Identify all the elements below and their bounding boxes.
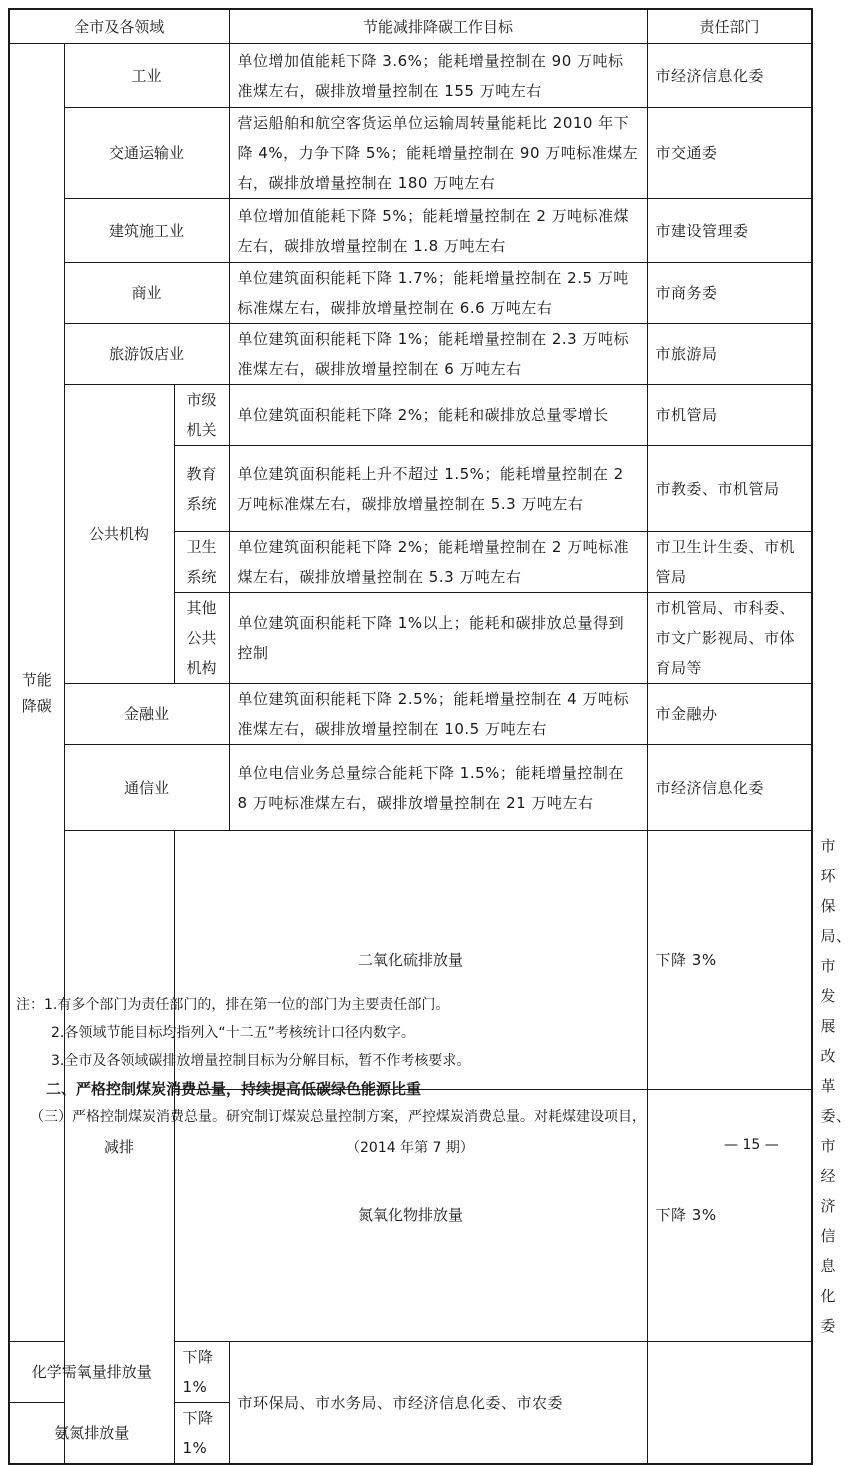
section-heading: 二、严格控制煤炭消费总量，持续提高低碳绿色能源比重: [46, 1080, 422, 1098]
department-cell: 市交通委: [647, 108, 812, 199]
group-energy-saving: [9, 44, 64, 1342]
subdomain-label: 其他 公共 机构: [186, 599, 217, 677]
targets-table: [8, 8, 852, 1465]
department-cell: 市教委、市机管局: [647, 446, 812, 532]
subdomain-label: 卫生 系统: [186, 538, 217, 586]
table-row: [9, 1342, 812, 1403]
table-row: [9, 199, 812, 263]
table-row: 减排 二氧化硫排放量 下降 3% 市环保局、市发展改革委、市经济信息化委: [9, 831, 812, 1090]
department-cell: 市经济信息化委: [647, 44, 812, 108]
table-row: [9, 324, 812, 385]
group-public-institutions: 公共机构: [64, 385, 174, 684]
target-cell: 单位增加值能耗下降 5%；能耗增量控制在 2 万吨标准煤左右，碳排放增量控制在 1.8 万吨左右: [229, 199, 647, 263]
domain-cell: 通信业: [64, 745, 229, 831]
domain-cell: 工业: [64, 44, 229, 108]
body-paragraph: （三）严格控制煤炭消费总量。研究制订煤炭总量控制方案，严控煤炭消费总量。对耗煤建设项目，: [30, 1109, 646, 1125]
domain-cell: 氨氮排放量: [9, 1403, 174, 1465]
domain-cell: 建筑施工业: [64, 199, 229, 263]
department-cell: 市机管局、市科委、市文广影视局、市体育局等: [647, 593, 812, 684]
note-1: 注：1.有多个部门为责任部门的，排在第一位的部门为主要责任部门。: [16, 997, 450, 1013]
domain-cell: 化学需氧量排放量: [9, 1342, 174, 1403]
header-department: 责任部门: [647, 9, 812, 44]
table-row: [9, 385, 812, 446]
table-row: [9, 44, 812, 108]
domain-cell: 商业: [64, 263, 229, 324]
table-row: [9, 745, 812, 831]
note-2: 2.各领域节能目标均指列入“十二五”考核统计口径内数字。: [51, 1025, 415, 1041]
group-label: 节能 降碳: [21, 670, 52, 715]
target-cell: 单位建筑面积能耗下降 1.7%；能耗增量控制在 2.5 万吨标准煤左右，碳排放增量控制在 6.6 万吨左右: [229, 263, 647, 324]
issue-label: （2014 年第 7 期）: [346, 1140, 474, 1156]
table-header-row: [9, 9, 812, 44]
target-cell: 单位建筑面积能耗上升不超过 1.5%；能耗增量控制在 2 万吨标准煤左右，碳排放增量控制在 5.3 万吨左右: [229, 446, 647, 532]
target-cell: 营运船舶和航空客货运单位运输周转量能耗比 2010 年下降 4%，力争下降 5%；能耗增量控制在 90 万吨标准煤左右，碳排放增量控制在 180 万吨左右: [229, 108, 647, 199]
subdomain-cell: [174, 532, 229, 593]
target-cell: 单位建筑面积能耗下降 1%以上；能耗和碳排放总量得到控制: [229, 593, 647, 684]
domain-cell: 交通运输业: [64, 108, 229, 199]
target-cell: 单位建筑面积能耗下降 2%；能耗增量控制在 2 万吨标准煤左右，碳排放增量控制在 5.3 万吨左右: [229, 532, 647, 593]
target-cell: 单位建筑面积能耗下降 2%；能耗和碳排放总量零增长: [229, 385, 647, 446]
table-row: [9, 263, 812, 324]
target-cell: 下降 3%: [647, 1089, 812, 1342]
department-cell: 市机管局: [647, 385, 812, 446]
target-cell: 单位电信业务总量综合能耗下降 1.5%；能耗增量控制在 8 万吨标准煤左右，碳排放增量控制在 21 万吨左右: [229, 745, 647, 831]
subdomain-cell: [174, 593, 229, 684]
target-cell: 单位建筑面积能耗下降 1%；能耗增量控制在 2.3 万吨标准煤左右，碳排放增量控制在 6 万吨左右: [229, 324, 647, 385]
subdomain-label: 市级 机关: [186, 391, 217, 439]
domain-cell: 金融业: [64, 684, 229, 745]
target-cell: 下降 1%: [174, 1403, 229, 1465]
subdomain-label: 教育 系统: [186, 464, 217, 513]
table-row: [9, 684, 812, 745]
note-3: 3.全市及各领域碳排放增量控制目标为分解目标，暂不作考核要求。: [51, 1053, 471, 1069]
department-cell: 市环保局、市水务局、市经济信息化委、市农委: [229, 1342, 647, 1465]
subdomain-cell: [174, 385, 229, 446]
target-cell: 单位增加值能耗下降 3.6%；能耗增量控制在 90 万吨标准煤左右，碳排放增量控制在 155 万吨左右: [229, 44, 647, 108]
department-cell: 市经济信息化委: [647, 745, 812, 831]
department-cell: 市建设管理委: [647, 199, 812, 263]
department-cell: 市卫生计生委、市机管局: [647, 532, 812, 593]
department-cell: 市旅游局: [647, 324, 812, 385]
subdomain-cell: [174, 446, 229, 532]
group-emission-reduction: 减排: [64, 831, 174, 1465]
header-domain: 全市及各领域: [9, 9, 229, 44]
domain-cell: 二氧化硫排放量: [174, 831, 647, 1090]
page-number: — 15 —: [724, 1137, 779, 1153]
header-target: 节能减排降碳工作目标: [229, 9, 647, 44]
domain-cell: 旅游饭店业: [64, 324, 229, 385]
target-cell: 下降 1%: [174, 1342, 229, 1403]
domain-cell: 氮氧化物排放量: [174, 1089, 647, 1342]
target-cell: 单位建筑面积能耗下降 2.5%；能耗增量控制在 4 万吨标准煤左右，碳排放增量控制在 10.5 万吨左右: [229, 684, 647, 745]
target-cell: 下降 3%: [647, 831, 812, 1090]
department-cell: 市金融办: [647, 684, 812, 745]
department-cell: 市商务委: [647, 263, 812, 324]
table-row: [9, 108, 812, 199]
